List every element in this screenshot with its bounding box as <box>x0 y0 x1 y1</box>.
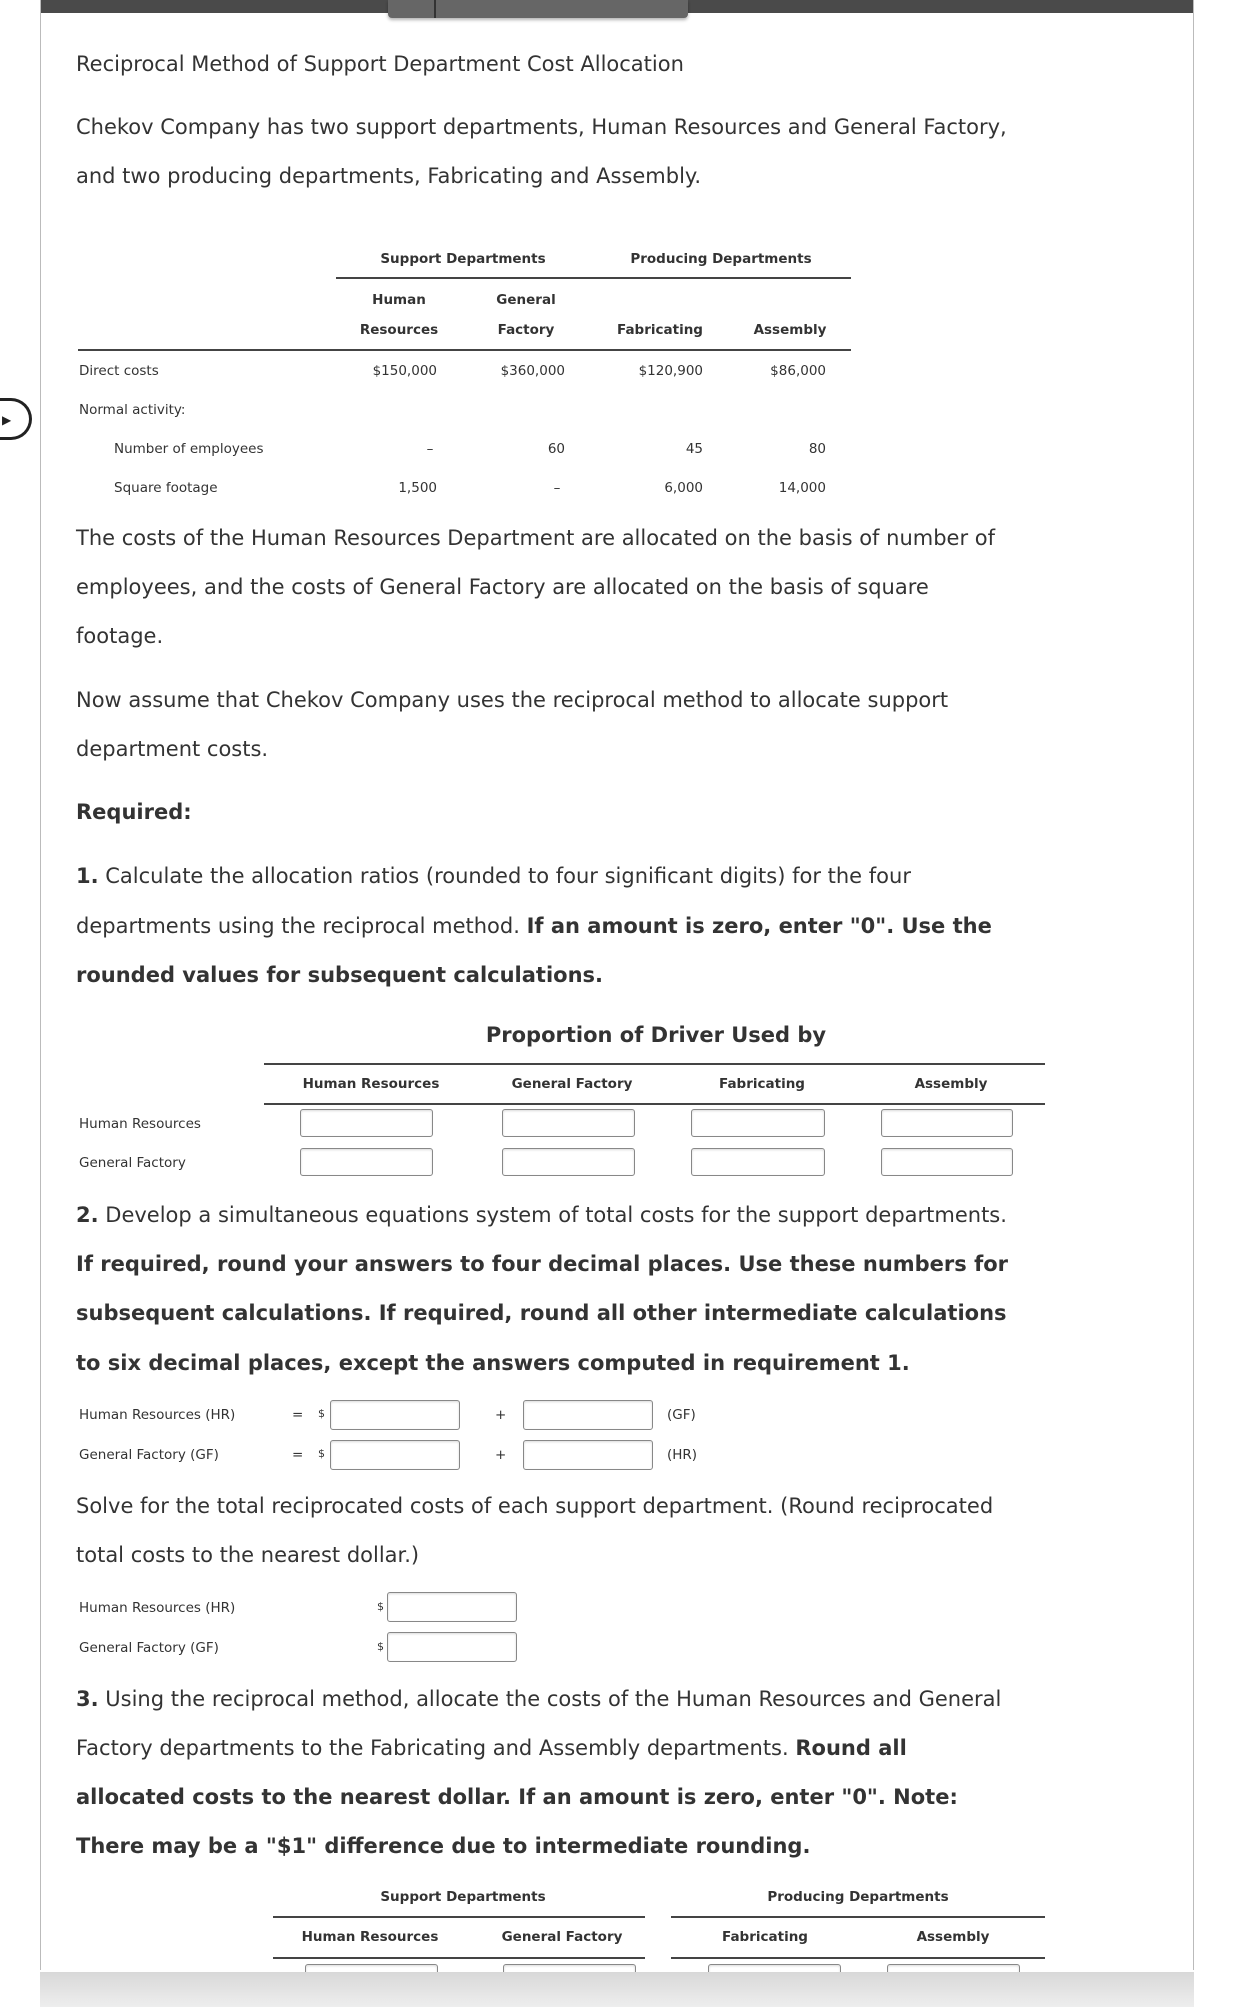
gf-to-gf-ratio-input[interactable] <box>502 1148 635 1176</box>
req2-instruction-2: subsequent calculations. If required, round all other intermediate calculations <box>76 1301 1007 1325</box>
req3-text: Factory departments to the Fabricating and Assembly departments. <box>76 1736 796 1760</box>
gf-to-asm-ratio-input[interactable] <box>881 1148 1013 1176</box>
req1-line-3: rounded values for subsequent calculations. <box>76 963 604 987</box>
alloc-header-hr: Human Resources <box>301 1929 439 1945</box>
cell: $120,900 <box>638 363 703 379</box>
frame-right-border <box>1193 0 1194 1970</box>
alloc-group-producing: Producing Departments <box>767 1889 949 1905</box>
hr-to-asm-ratio-input[interactable] <box>881 1109 1013 1137</box>
cell: 6,000 <box>664 480 703 496</box>
prop-row-label-gf: General Factory <box>79 1155 186 1171</box>
eq-label-gf: General Factory (GF) <box>79 1447 219 1463</box>
currency-sign: $ <box>377 1640 384 1653</box>
req2-line-1 <box>76 1203 1007 1227</box>
total-label-gf: General Factory (GF) <box>79 1640 219 1656</box>
divider <box>671 1916 1045 1918</box>
req1-line-2 <box>76 914 992 938</box>
hr-to-hr-ratio-input[interactable] <box>300 1109 433 1137</box>
solve-text-2: total costs to the nearest dollar.) <box>76 1543 420 1567</box>
req2-instruction-1: If required, round your answers to four decimal places. Use these numbers for <box>76 1252 1009 1276</box>
alloc-header-asm: Assembly <box>916 1929 990 1945</box>
req3-instruction-2: There may be a "$1" difference due to intermediate rounding. <box>76 1834 811 1858</box>
gf-to-fab-ratio-input[interactable] <box>691 1148 825 1176</box>
row-label-employees: Number of employees <box>114 441 264 457</box>
cell: 80 <box>808 441 826 457</box>
prop-header-gf: General Factory <box>511 1076 633 1092</box>
basis-text-1: The costs of the Human Resources Department are allocated on the basis of number of <box>76 526 996 550</box>
page-title: Reciprocal Method of Support Department Cost Allocation <box>76 52 684 76</box>
prop-header-asm: Assembly <box>914 1076 988 1092</box>
cell: 45 <box>685 441 703 457</box>
divider <box>273 1916 645 1918</box>
cell: $150,000 <box>372 363 437 379</box>
req3-instruction: Round all <box>795 1736 907 1760</box>
gf-constant-input[interactable] <box>330 1440 460 1470</box>
expand-arrow-icon[interactable]: ▶ <box>0 398 32 440</box>
divider <box>336 277 851 279</box>
prop-row-label-hr: Human Resources <box>79 1116 201 1132</box>
variable-label: (GF) <box>667 1407 696 1423</box>
req2-instruction-3: to six decimal places, except the answers computed in requirement 1. <box>76 1351 910 1375</box>
plus-sign: + <box>495 1447 507 1463</box>
hr-to-fab-ratio-input[interactable] <box>691 1109 825 1137</box>
alloc-group-support: Support Departments <box>380 1889 546 1905</box>
req3-text: Using the reciprocal method, allocate the costs of the Human Resources and General <box>98 1687 1002 1711</box>
prop-header-fab: Fabricating <box>719 1076 805 1092</box>
divider <box>264 1063 1045 1065</box>
hr-total-input[interactable] <box>387 1592 517 1622</box>
cell: 60 <box>547 441 565 457</box>
row-label-normal-activity: Normal activity: <box>79 402 186 418</box>
plus-sign: + <box>495 1407 507 1423</box>
req3-line-1 <box>76 1687 1001 1711</box>
equals-sign: = <box>292 1407 304 1423</box>
currency-sign: $ <box>318 1447 325 1460</box>
cell: $360,000 <box>500 363 565 379</box>
divider <box>671 1957 1045 1959</box>
cell: – <box>426 441 434 457</box>
cell: 1,500 <box>398 480 437 496</box>
currency-sign: $ <box>377 1600 384 1613</box>
equals-sign: = <box>292 1447 304 1463</box>
col-header-gf-2: Factory <box>497 322 555 338</box>
col-header-gf-1: General <box>496 292 556 308</box>
cell: – <box>553 480 561 496</box>
gf-hr-coefficient-input[interactable] <box>523 1440 653 1470</box>
proportion-table-title: Proportion of Driver Used by <box>485 1023 827 1047</box>
assume-text-2: department costs. <box>76 737 269 761</box>
col-header-fab: Fabricating <box>617 322 703 338</box>
eq-label-hr: Human Resources (HR) <box>79 1407 236 1423</box>
gf-total-input[interactable] <box>387 1632 517 1662</box>
cell: $86,000 <box>770 363 826 379</box>
currency-sign: $ <box>318 1407 325 1420</box>
prop-header-hr: Human Resources <box>302 1076 440 1092</box>
req3-line-2 <box>76 1736 907 1760</box>
gf-to-hr-ratio-input[interactable] <box>300 1148 433 1176</box>
req2-number: 2. <box>76 1203 99 1227</box>
tab-divider <box>434 0 436 18</box>
req1-instruction: If an amount is zero, enter "0". Use the <box>526 914 992 938</box>
col-header-hr-1: Human <box>372 292 426 308</box>
frame-left-border <box>40 0 41 1970</box>
cell: 14,000 <box>778 480 826 496</box>
hr-to-gf-ratio-input[interactable] <box>502 1109 635 1137</box>
req1-number: 1. <box>76 864 99 888</box>
intro-line-2: and two producing departments, Fabricating and Assembly. <box>76 164 702 188</box>
group-header-support: Support Departments <box>380 251 546 267</box>
required-heading: Required: <box>76 800 192 824</box>
req1-line-1 <box>76 864 911 888</box>
row-label-square-footage: Square footage <box>114 480 218 496</box>
assume-text-1: Now assume that Chekov Company uses the reciprocal method to allocate support <box>76 688 949 712</box>
divider <box>264 1103 1045 1105</box>
bottom-toolbar <box>40 1972 1194 2007</box>
total-label-hr: Human Resources (HR) <box>79 1600 236 1616</box>
hr-gf-coefficient-input[interactable] <box>523 1400 653 1430</box>
alloc-header-gf: General Factory <box>501 1929 623 1945</box>
alloc-header-fab: Fabricating <box>722 1929 808 1945</box>
req1-text: Calculate the allocation ratios (rounded to four significant digits) for the four <box>98 864 911 888</box>
req3-number: 3. <box>76 1687 99 1711</box>
solve-text-1: Solve for the total reciprocated costs of each support department. (Round reciprocated <box>76 1494 994 1518</box>
divider <box>78 349 851 351</box>
variable-label: (HR) <box>667 1447 698 1463</box>
basis-text-2: employees, and the costs of General Factory are allocated on the basis of square <box>76 575 929 599</box>
toolbar-tab[interactable] <box>388 0 688 18</box>
basis-text-3: footage. <box>76 624 164 648</box>
col-header-hr-2: Resources <box>359 322 439 338</box>
req3-instruction-1: allocated costs to the nearest dollar. If an amount is zero, enter "0". Note: <box>76 1785 958 1809</box>
group-header-producing: Producing Departments <box>630 251 812 267</box>
col-header-asm: Assembly <box>753 322 827 338</box>
req1-text: departments using the reciprocal method. <box>76 914 527 938</box>
intro-line-1: Chekov Company has two support departments, Human Resources and General Factory, <box>76 115 1007 139</box>
row-label-direct-costs: Direct costs <box>79 363 159 379</box>
req2-text: Develop a simultaneous equations system of total costs for the support departments. <box>98 1203 1007 1227</box>
divider <box>273 1957 645 1959</box>
hr-constant-input[interactable] <box>330 1400 460 1430</box>
